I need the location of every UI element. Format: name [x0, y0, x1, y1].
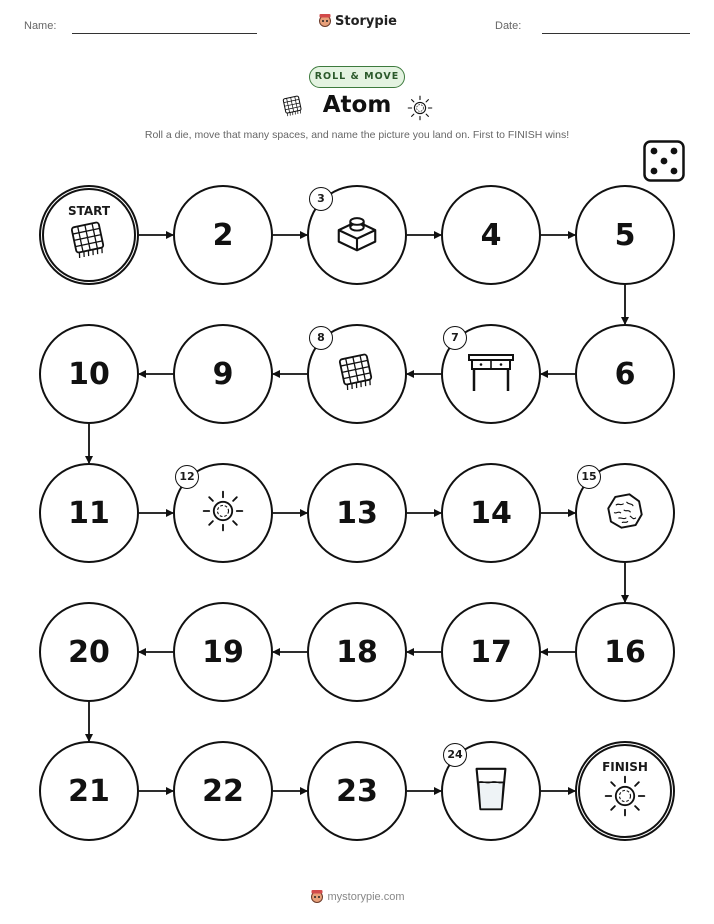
space-label: FINISH: [602, 760, 648, 774]
space-number-badge: 3: [309, 187, 333, 211]
table-icon: [466, 349, 516, 399]
space-number: 23: [336, 773, 378, 809]
space-label: START: [67, 204, 111, 218]
brand-name: Storypie: [335, 14, 397, 29]
space-number: 22: [202, 773, 244, 809]
glass-of-water-icon: [471, 765, 511, 817]
activity-type-badge: ROLL & MOVE: [309, 66, 405, 88]
space-finish: [575, 741, 675, 841]
space-number: 21: [68, 773, 110, 809]
space-number: 6: [614, 356, 636, 392]
space-number: 2: [212, 217, 234, 253]
space-start: [39, 185, 139, 285]
space-number-badge: 15: [577, 465, 601, 489]
space-4: [441, 185, 541, 285]
space-number: 9: [212, 356, 234, 392]
space-21: [39, 741, 139, 841]
space-10: [39, 324, 139, 424]
lego-brick-icon: [333, 209, 381, 261]
space-12: [173, 463, 273, 563]
footer: [0, 888, 714, 904]
space-number: 20: [68, 634, 110, 670]
space-7: [441, 324, 541, 424]
sun-icon: [602, 773, 648, 823]
space-number: 17: [470, 634, 512, 670]
space-17: [441, 602, 541, 702]
space-number: 13: [336, 495, 378, 531]
space-number: 14: [470, 495, 512, 531]
blanket-icon: [66, 217, 112, 267]
page-title: Atom: [322, 92, 392, 118]
space-number: 18: [336, 634, 378, 670]
space-16: [575, 602, 675, 702]
name-label: Name:: [24, 20, 57, 32]
space-number: 10: [68, 356, 110, 392]
space-14: [441, 463, 541, 563]
space-3: [307, 185, 407, 285]
space-number: 19: [202, 634, 244, 670]
space-8: [307, 324, 407, 424]
space-number: 11: [68, 495, 110, 531]
space-6: [575, 324, 675, 424]
space-22: [173, 741, 273, 841]
date-label: Date:: [495, 20, 522, 32]
sun-icon: [200, 488, 246, 538]
space-20: [39, 602, 139, 702]
space-5: [575, 185, 675, 285]
space-9: [173, 324, 273, 424]
space-24: [441, 741, 541, 841]
space-18: [307, 602, 407, 702]
space-2: [173, 185, 273, 285]
space-number-badge: 24: [443, 743, 467, 767]
space-23: [307, 741, 407, 841]
space-number: 16: [604, 634, 646, 670]
instructions: Roll a die, move that many spaces, and name the picture you land on. First to FINISH wins!: [144, 129, 570, 141]
space-19: [173, 602, 273, 702]
space-number: 5: [614, 217, 636, 253]
space-13: [307, 463, 407, 563]
space-number: 4: [480, 217, 502, 253]
storypie-mascot-icon: [309, 888, 325, 904]
footer-url[interactable]: mystorypie.com: [327, 891, 405, 903]
space-number-badge: 12: [175, 465, 199, 489]
space-15: [575, 463, 675, 563]
rock-icon: [603, 489, 647, 537]
space-number-badge: 7: [443, 326, 467, 350]
space-11: [39, 463, 139, 563]
space-number-badge: 8: [309, 326, 333, 350]
blanket-icon: [334, 349, 380, 399]
